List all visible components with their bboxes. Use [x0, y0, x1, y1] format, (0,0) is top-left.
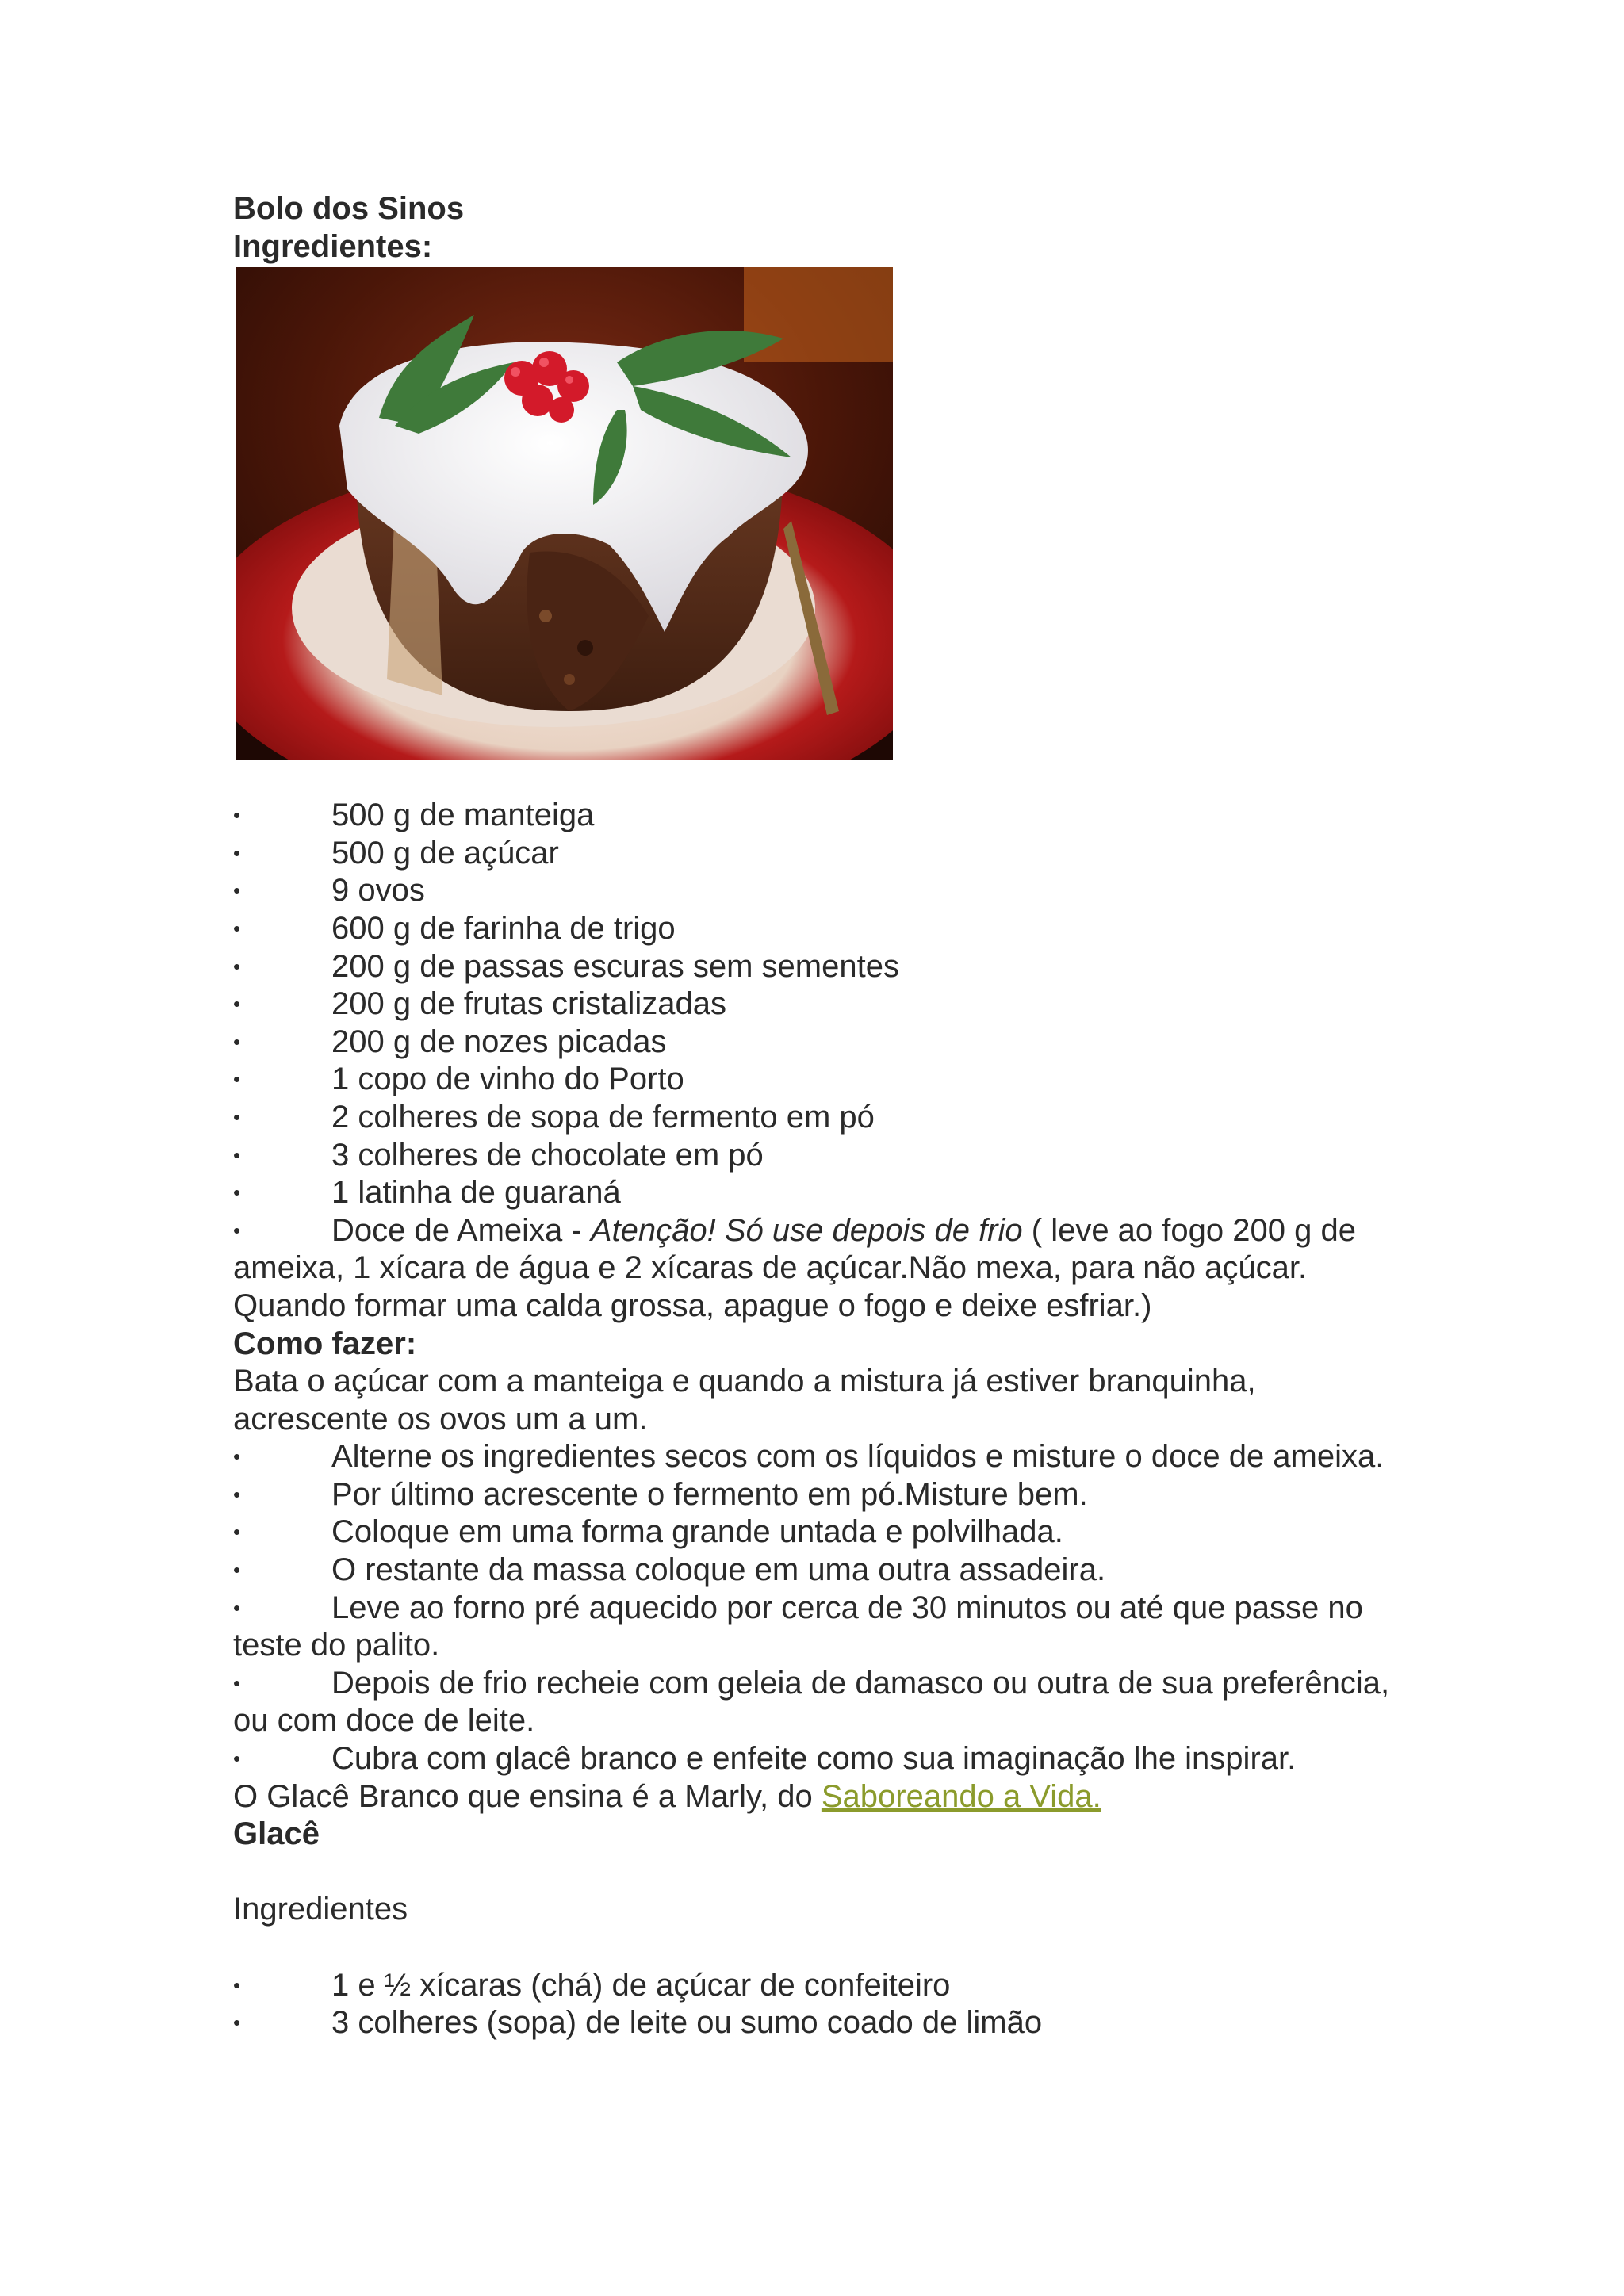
list-item: • Leve ao forno pré aquecido por cerca de 30 minutos ou até que passe no teste do palito. — [233, 1590, 1363, 1663]
ingredients-list — [233, 797, 1407, 1325]
warning-text: Atenção! Só use depois de frio — [590, 1212, 1023, 1248]
bullet-icon: • — [233, 1181, 241, 1205]
bullet-icon: • — [233, 954, 241, 978]
list-item: • 500 g de açúcar — [233, 835, 1407, 873]
bullet-icon: • — [233, 1445, 241, 1469]
bullet-icon: • — [233, 1520, 241, 1544]
list-item: • 200 g de passas escuras sem sementes — [233, 948, 1407, 986]
method-heading: Como fazer: — [233, 1326, 417, 1361]
list-item: • Coloque em uma forma grande untada e polvilhada. — [233, 1513, 1407, 1552]
list-item: • Cubra com glacê branco e enfeite como sua imaginação lhe inspirar. — [233, 1740, 1407, 1778]
bullet-icon: • — [233, 1747, 241, 1771]
list-item: • 600 g de farinha de trigo — [233, 910, 1407, 948]
bullet-icon: • — [233, 1067, 241, 1092]
bullet-icon: • — [233, 878, 241, 903]
method-steps-list — [233, 1438, 1407, 1777]
bullet-icon: • — [233, 803, 241, 828]
glace-ingredients-heading: Ingredientes — [233, 1892, 408, 1927]
list-item: • 3 colheres de chocolate em pó — [233, 1137, 1407, 1175]
bullet-icon: • — [233, 1218, 241, 1242]
recipe-title: Bolo dos Sinos — [233, 191, 465, 226]
saboreando-a-vida-link[interactable]: Saboreando a Vida. — [821, 1778, 1101, 1814]
ingredients-heading: Ingredientes: — [233, 228, 433, 264]
bullet-icon: • — [233, 1142, 241, 1167]
method-intro: Bata o açúcar com a manteiga e quando a mistura já estiver branquinha, acrescente os ovos um a um. — [233, 1364, 1256, 1437]
glace-heading: Glacê — [233, 1816, 320, 1852]
list-item: • 2 colheres de sopa de fermento em pó — [233, 1099, 1407, 1137]
list-item: • O restante da massa coloque em uma outra assadeira. — [233, 1552, 1407, 1590]
bullet-icon: • — [233, 2011, 241, 2035]
list-item: • 3 colheres (sopa) de leite ou sumo coado de limão — [233, 2004, 1407, 2042]
bullet-icon: • — [233, 1973, 241, 1997]
credit-line: O Glacê Branco que ensina é a Marly, do Saboreando a Vida. — [233, 1778, 1101, 1814]
list-item: • 1 e ½ xícaras (chá) de açúcar de confeiteiro — [233, 1967, 1407, 2005]
bullet-icon: • — [233, 1482, 241, 1506]
list-item: • Depois de frio recheie com geleia de damasco ou outra de sua preferência, ou com doce de leite. — [233, 1665, 1390, 1739]
bullet-icon: • — [233, 1029, 241, 1054]
list-item: • 200 g de frutas cristalizadas — [233, 985, 1407, 1024]
bullet-icon: • — [233, 1670, 241, 1695]
list-item: • Alterne os ingredientes secos com os líquidos e misture o doce de ameixa. — [233, 1438, 1407, 1476]
bullet-icon: • — [233, 1595, 241, 1620]
list-item: • 9 ovos — [233, 872, 1407, 910]
list-item: • Por último acrescente o fermento em pó.Misture bem. — [233, 1476, 1407, 1514]
bullet-icon: • — [233, 916, 241, 940]
list-item: • 500 g de manteiga — [233, 797, 1407, 835]
recipe-document — [233, 190, 1407, 2042]
list-item: • 1 copo de vinho do Porto — [233, 1061, 1407, 1099]
glace-ingredients-list — [233, 1967, 1407, 2042]
bullet-icon: • — [233, 992, 241, 1016]
cake-photo — [236, 267, 893, 760]
list-item: • 200 g de nozes picadas — [233, 1024, 1407, 1062]
list-item-ameixa: • Doce de Ameixa - Atenção! Só use depois de frio ( leve ao fogo 200 g de ameixa, 1 xícara de água e 2 xícaras de açúcar.Não mexa, para não açúcar. Quando formar uma calda grossa, apague o fogo e deixe esfriar.) — [233, 1212, 1356, 1323]
list-item: • 1 latinha de guaraná — [233, 1174, 1407, 1212]
bullet-icon: • — [233, 1104, 241, 1129]
bullet-icon: • — [233, 1558, 241, 1582]
bullet-icon: • — [233, 840, 241, 865]
